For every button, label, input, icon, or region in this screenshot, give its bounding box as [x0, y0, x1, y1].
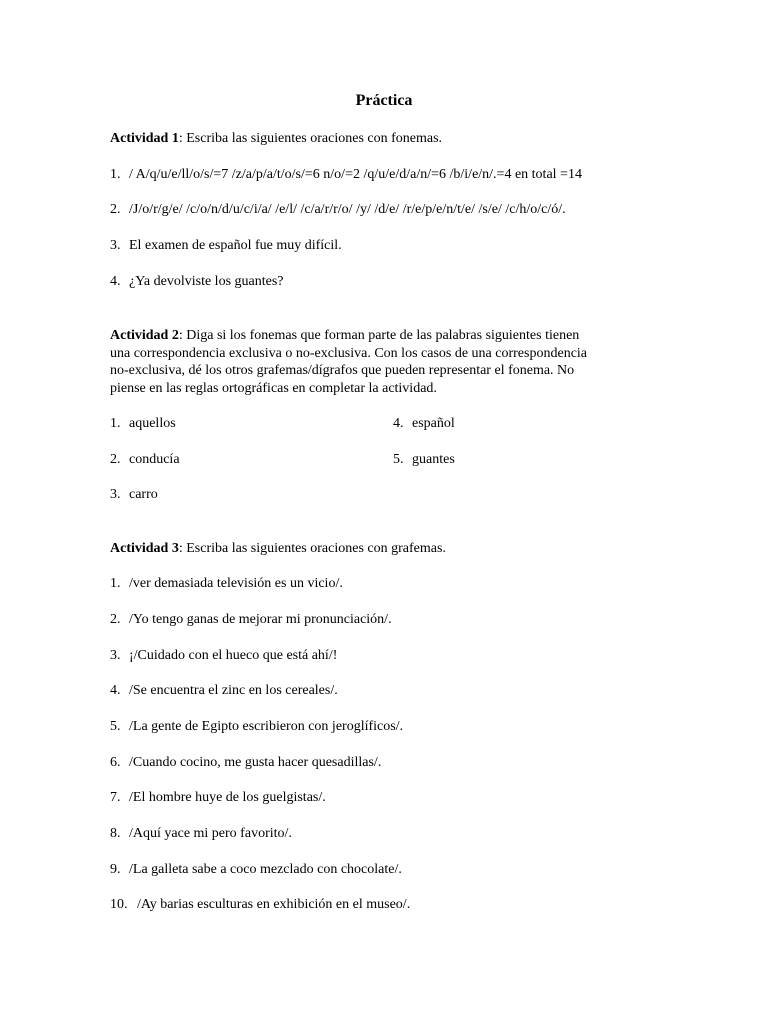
item-text: /Aquí yace mi pero favorito/. [129, 826, 292, 841]
actividad-2-heading [110, 327, 650, 397]
item-text: ¡/Cuidado con el hueco que está ahí/! [129, 648, 338, 663]
item-number: 5. [110, 719, 121, 734]
actividad-2-line: piense en las reglas ortográficas en completar la actividad. [110, 380, 437, 396]
actividad-1-item [110, 166, 582, 184]
actividad-3-item [110, 896, 410, 914]
item-number: 9. [110, 862, 121, 877]
actividad-1-label: Actividad 1 [110, 131, 179, 146]
item-number: 2. [110, 202, 121, 217]
actividad-3-item [110, 861, 402, 879]
item-number: 1. [110, 167, 121, 182]
item-number: 4. [110, 274, 121, 289]
item-text: /La galleta sabe a coco mezclado con chocolate/. [129, 862, 402, 877]
actividad-3-instruction: : Escriba las siguientes oraciones con grafemas. [178, 541, 446, 556]
actividad-3-item [110, 647, 337, 665]
actividad-3-label: Actividad 3 [110, 541, 179, 556]
item-number: 8. [110, 826, 121, 841]
item-text: español [412, 416, 455, 431]
item-number: 3. [110, 648, 121, 663]
item-text: /J/o/r/g/e/ /c/o/n/d/u/c/i/a/ /e/l/ /c/a/r/r/o/ /y/ /d/e/ /r/e/p/e/n/t/e/ /s/e/ /c/h/o/c/ó/. [129, 202, 566, 217]
item-text: /Cuando cocino, me gusta hacer quesadillas/. [129, 755, 382, 770]
item-number: 2. [110, 612, 121, 627]
item-text: /Yo tengo ganas de mejorar mi pronunciación/. [129, 612, 392, 627]
actividad-1-instruction: : Escriba las siguientes oraciones con fonemas. [178, 131, 443, 146]
item-text: / A/q/u/e/ll/o/s/=7 /z/a/p/a/t/o/s/=6 n/o/=2 /q/u/e/d/a/n/=6 /b/i/e/n/.=4 en total =14 [129, 167, 582, 182]
actividad-3-heading [110, 540, 446, 558]
item-text: /Ay barias esculturas en exhibición en el museo/. [137, 897, 411, 912]
item-number: 3. [110, 238, 121, 253]
actividad-2-item [393, 451, 455, 469]
actividad-2-item [110, 415, 176, 433]
actividad-2-instruction: : Diga si los fonemas que forman parte de las palabras siguientes tienen [178, 328, 580, 343]
actividad-2-line [110, 327, 650, 345]
actividad-1-heading [110, 130, 442, 148]
item-number: 2. [110, 452, 121, 467]
item-number: 6. [110, 755, 121, 770]
actividad-2-line: una correspondencia exclusiva o no-exclusiva. Con los casos de una correspondencia [110, 345, 588, 361]
actividad-2-line: no-exclusiva, dé los otros grafemas/dígrafos que pueden representar el fonema. No [110, 363, 575, 378]
item-number: 10. [110, 897, 128, 912]
item-text: /La gente de Egipto escribieron con jeroglíficos/. [129, 719, 404, 734]
page-title: Práctica [355, 92, 413, 109]
item-number: 3. [110, 487, 121, 502]
item-text: ¿Ya devolviste los guantes? [129, 274, 284, 289]
actividad-3-item [110, 682, 338, 700]
actividad-3-item [110, 789, 326, 807]
item-text: guantes [412, 452, 455, 467]
item-number: 4. [110, 683, 121, 698]
actividad-1-item [110, 273, 284, 291]
actividad-3-item [110, 718, 403, 736]
actividad-3-item [110, 825, 292, 843]
actividad-3-item [110, 754, 381, 772]
item-text: /ver demasiada televisión es un vicio/. [129, 576, 343, 591]
actividad-3-item [110, 611, 392, 629]
item-text: /El hombre huye de los guelgistas/. [129, 790, 326, 805]
item-number: 7. [110, 790, 121, 805]
item-text: conducía [129, 452, 180, 467]
actividad-2-item [110, 451, 180, 469]
item-number: 1. [110, 416, 121, 431]
item-text: /Se encuentra el zinc en los cereales/. [129, 683, 338, 698]
actividad-1-item [110, 237, 342, 255]
item-text: aquellos [129, 416, 176, 431]
item-number: 4. [393, 416, 404, 431]
item-text: carro [129, 487, 158, 502]
actividad-2-item [393, 415, 455, 433]
item-number: 1. [110, 576, 121, 591]
item-number: 5. [393, 452, 404, 467]
actividad-1-item [110, 201, 566, 219]
item-text: El examen de español fue muy difícil. [129, 238, 342, 253]
actividad-2-label: Actividad 2 [110, 328, 179, 343]
actividad-3-item [110, 575, 343, 593]
actividad-2-item [110, 486, 158, 504]
